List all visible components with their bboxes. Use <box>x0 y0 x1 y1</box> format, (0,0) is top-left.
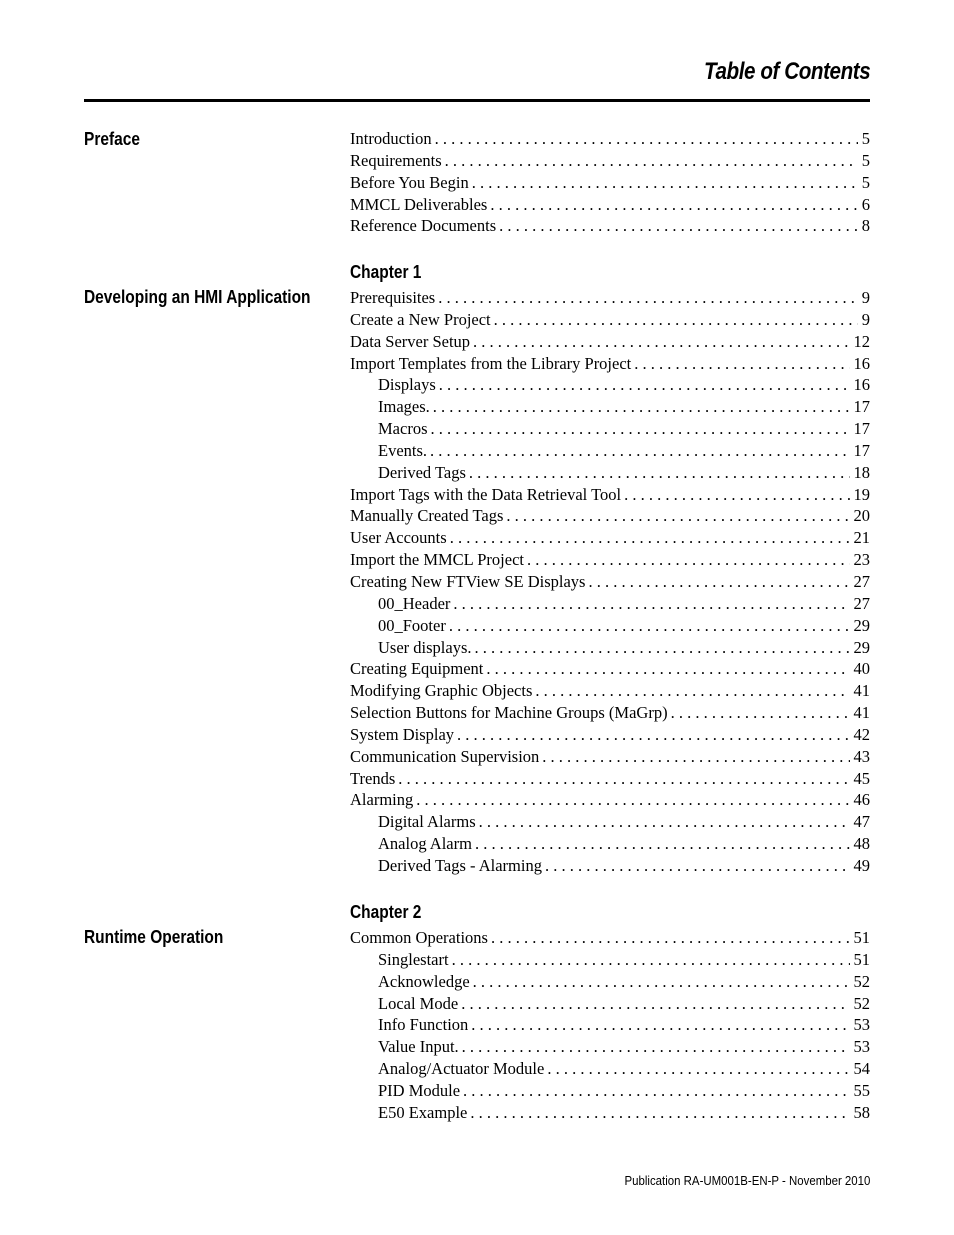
toc-entry[interactable] <box>350 724 870 746</box>
toc-entry-title: Prerequisites <box>350 288 436 307</box>
toc-entry-title: Manually Created Tags <box>350 506 504 526</box>
chapter-2-toc-list <box>350 927 870 1124</box>
publication-footer: Publication RA-UM001B-EN-P - November 2010 <box>624 1173 870 1188</box>
page-title: Table of Contents <box>703 58 870 85</box>
toc-page-number: 58 <box>853 1102 870 1122</box>
toc-dot-leader <box>532 680 849 702</box>
toc-dot-leader <box>668 702 850 724</box>
toc-entry[interactable] <box>350 811 870 833</box>
toc-entry[interactable] <box>350 971 870 993</box>
toc-page-number: 29 <box>853 615 870 635</box>
chapter-2-label: Chapter 2 <box>350 902 422 922</box>
toc-dot-leader <box>435 287 858 309</box>
toc-entry[interactable] <box>350 615 870 637</box>
toc-entry-title: Introduction <box>350 129 432 148</box>
toc-page-number: 17 <box>853 419 870 439</box>
toc-dot-leader <box>621 484 849 506</box>
toc-dot-leader <box>470 331 849 353</box>
toc-dot-leader <box>430 396 850 418</box>
chapter-2-title: Runtime Operation <box>84 927 224 947</box>
toc-dot-leader <box>472 833 850 855</box>
toc-entry-title: Requirements <box>350 150 442 170</box>
toc-dot-leader <box>585 571 849 593</box>
toc-entry[interactable] <box>350 927 870 949</box>
toc-entry[interactable] <box>350 789 870 811</box>
toc-entry[interactable] <box>350 215 870 237</box>
toc-page-number: 41 <box>853 681 870 701</box>
toc-page-number: 19 <box>853 484 870 504</box>
toc-page-number: 42 <box>853 724 870 744</box>
toc-entry[interactable] <box>350 680 870 702</box>
toc-dot-leader <box>466 462 850 484</box>
toc-dot-leader <box>427 440 849 462</box>
toc-entry-title: Import Tags with the Data Retrieval Tool <box>350 484 622 504</box>
toc-entry[interactable] <box>350 949 870 971</box>
toc-entry-title: MMCL Deliverables <box>350 194 488 214</box>
toc-dot-leader <box>467 1102 849 1124</box>
toc-page-number: 51 <box>853 949 870 969</box>
toc-entry[interactable] <box>350 353 870 375</box>
toc-entry-title: Images. <box>378 397 430 417</box>
toc-entry-title: Creating Equipment <box>350 659 484 679</box>
toc-entry[interactable] <box>350 527 870 549</box>
toc-page-number: 49 <box>853 855 870 875</box>
toc-entry-title: Import the MMCL Project <box>350 550 524 570</box>
toc-entry-title: 00_Header <box>378 593 451 613</box>
toc-page-number: 16 <box>853 375 870 395</box>
toc-dot-leader <box>491 309 858 331</box>
toc-entry[interactable] <box>350 396 870 418</box>
toc-page-number: 20 <box>853 506 870 526</box>
toc-entry[interactable] <box>350 702 870 724</box>
toc-entry-title: E50 Example <box>378 1102 468 1122</box>
toc-entry[interactable] <box>350 1014 870 1036</box>
toc-page-number: 17 <box>853 397 870 417</box>
toc-entry-title: Trends <box>350 768 396 788</box>
toc-entry-title: Common Operations <box>350 928 488 947</box>
toc-entry[interactable] <box>350 658 870 680</box>
toc-entry[interactable] <box>350 331 870 353</box>
toc-dot-leader <box>454 724 849 746</box>
toc-entry-title: Before You Begin <box>350 172 469 192</box>
toc-page-number: 8 <box>861 216 870 236</box>
preface-title: Preface <box>84 129 140 149</box>
toc-page-number: 54 <box>853 1059 870 1079</box>
toc-entry[interactable] <box>350 855 870 877</box>
toc-page-number: 53 <box>853 1037 870 1057</box>
toc-entry-title: Displays <box>378 375 436 395</box>
toc-dot-leader <box>468 1014 849 1036</box>
toc-entry[interactable] <box>350 549 870 571</box>
toc-page-number: 5 <box>861 172 870 192</box>
toc-dot-leader <box>503 505 849 527</box>
toc-dot-leader <box>450 593 849 615</box>
toc-entry[interactable] <box>350 1080 870 1102</box>
toc-page-number: 9 <box>861 309 870 329</box>
toc-entry[interactable] <box>350 287 870 309</box>
toc-entry-title: Acknowledge <box>378 971 470 991</box>
toc-page-number: 21 <box>853 528 870 548</box>
toc-entry-title: Import Templates from the Library Project <box>350 353 632 373</box>
toc-dot-leader <box>488 927 850 949</box>
toc-entry-title: Info Function <box>378 1015 469 1035</box>
toc-page-number: 12 <box>853 331 870 351</box>
toc-entry-title: Data Server Setup <box>350 331 471 351</box>
toc-entry[interactable] <box>350 440 870 462</box>
toc-entry-title: System Display <box>350 724 455 744</box>
toc-entry[interactable] <box>350 194 870 216</box>
toc-page-number: 47 <box>853 812 870 832</box>
toc-page-number: 27 <box>853 593 870 613</box>
toc-page-number: 27 <box>853 571 870 591</box>
toc-entry-title: Singlestart <box>378 949 449 969</box>
toc-dot-leader <box>395 768 849 790</box>
toc-page-number: 5 <box>861 150 870 170</box>
toc-dot-leader <box>413 789 849 811</box>
toc-entry-title: Alarming <box>350 790 414 810</box>
toc-dot-leader <box>539 746 849 768</box>
toc-entry-title: Local Mode <box>378 993 459 1013</box>
toc-dot-leader <box>432 128 858 150</box>
toc-entry-title: Derived Tags - Alarming <box>378 855 542 875</box>
toc-page-number: 48 <box>853 834 870 854</box>
toc-page-number: 41 <box>853 703 870 723</box>
preface-toc-list <box>350 128 870 237</box>
toc-page-number: 5 <box>861 129 870 148</box>
toc-entry[interactable] <box>350 833 870 855</box>
toc-page-number: 16 <box>853 353 870 373</box>
toc-page-number: 18 <box>853 462 870 482</box>
toc-entry[interactable] <box>350 637 870 659</box>
toc-entry-title: Communication Supervision <box>350 746 540 766</box>
toc-dot-leader <box>459 1036 850 1058</box>
toc-entry-title: Events. <box>378 440 428 460</box>
toc-entry[interactable] <box>350 768 870 790</box>
toc-entry[interactable] <box>350 172 870 194</box>
toc-entry-title: Macros <box>378 419 428 439</box>
toc-entry[interactable] <box>350 1058 870 1080</box>
toc-entry-title: Creating New FTView SE Displays <box>350 571 586 591</box>
toc-dot-leader <box>483 658 849 680</box>
toc-entry-title: User displays. <box>378 637 472 657</box>
toc-entry-title: Reference Documents <box>350 216 497 236</box>
toc-dot-leader <box>442 150 858 172</box>
toc-page-number: 53 <box>853 1015 870 1035</box>
toc-dot-leader <box>436 374 850 396</box>
toc-entry-title: Value Input. <box>378 1037 459 1057</box>
toc-entry[interactable] <box>350 746 870 768</box>
toc-entry-title: Selection Buttons for Machine Groups (MaGrp) <box>350 703 668 723</box>
toc-dot-leader <box>458 993 849 1015</box>
toc-entry-title: 00_Footer <box>378 615 446 635</box>
toc-entry-title: Analog/Actuator Module <box>378 1059 545 1079</box>
toc-entry[interactable] <box>350 593 870 615</box>
toc-entry[interactable] <box>350 374 870 396</box>
toc-entry-title: Create a New Project <box>350 309 491 329</box>
toc-dot-leader <box>470 971 850 993</box>
toc-dot-leader <box>427 418 849 440</box>
toc-dot-leader <box>487 194 857 216</box>
toc-entry-title: PID Module <box>378 1080 461 1100</box>
toc-dot-leader <box>544 1058 849 1080</box>
toc-dot-leader <box>524 549 850 571</box>
toc-entry[interactable] <box>350 462 870 484</box>
toc-page-number: 45 <box>853 768 870 788</box>
toc-page-number: 29 <box>853 637 870 657</box>
toc-entry-title: Analog Alarm <box>378 834 472 854</box>
toc-page-number: 55 <box>853 1080 870 1100</box>
toc-page-number: 17 <box>853 440 870 460</box>
chapter-1-toc-list <box>350 287 870 877</box>
toc-page-number: 52 <box>853 971 870 991</box>
toc-dot-leader <box>469 172 858 194</box>
chapter-1-label: Chapter 1 <box>350 262 422 282</box>
toc-dot-leader <box>542 855 850 877</box>
toc-dot-leader <box>447 527 850 549</box>
toc-entry[interactable] <box>350 1102 870 1124</box>
toc-page-number: 23 <box>853 550 870 570</box>
toc-dot-leader <box>460 1080 849 1102</box>
toc-entry[interactable] <box>350 128 870 150</box>
toc-entry[interactable] <box>350 309 870 331</box>
toc-entry-title: User Accounts <box>350 528 447 548</box>
toc-entry[interactable] <box>350 418 870 440</box>
toc-entry[interactable] <box>350 1036 870 1058</box>
toc-dot-leader <box>476 811 850 833</box>
toc-entry-title: Digital Alarms <box>378 812 476 832</box>
toc-dot-leader <box>449 949 850 971</box>
toc-page-number: 46 <box>853 790 870 810</box>
toc-entry[interactable] <box>350 150 870 172</box>
toc-entry[interactable] <box>350 484 870 506</box>
toc-page-number: 43 <box>853 746 870 766</box>
toc-entry[interactable] <box>350 571 870 593</box>
toc-dot-leader <box>631 353 849 375</box>
toc-page-number: 52 <box>853 993 870 1013</box>
toc-page-number: 40 <box>853 659 870 679</box>
toc-page-number: 9 <box>861 288 870 307</box>
toc-dot-leader <box>472 637 850 659</box>
toc-entry[interactable] <box>350 993 870 1015</box>
toc-dot-leader <box>496 215 858 237</box>
chapter-1-title: Developing an HMI Application <box>84 287 311 307</box>
toc-dot-leader <box>446 615 850 637</box>
toc-entry-title: Derived Tags <box>378 462 466 482</box>
toc-page-number: 6 <box>861 194 870 214</box>
toc-entry-title: Modifying Graphic Objects <box>350 681 533 701</box>
toc-entry[interactable] <box>350 505 870 527</box>
toc-page-number: 51 <box>853 928 870 947</box>
title-divider <box>84 99 870 102</box>
